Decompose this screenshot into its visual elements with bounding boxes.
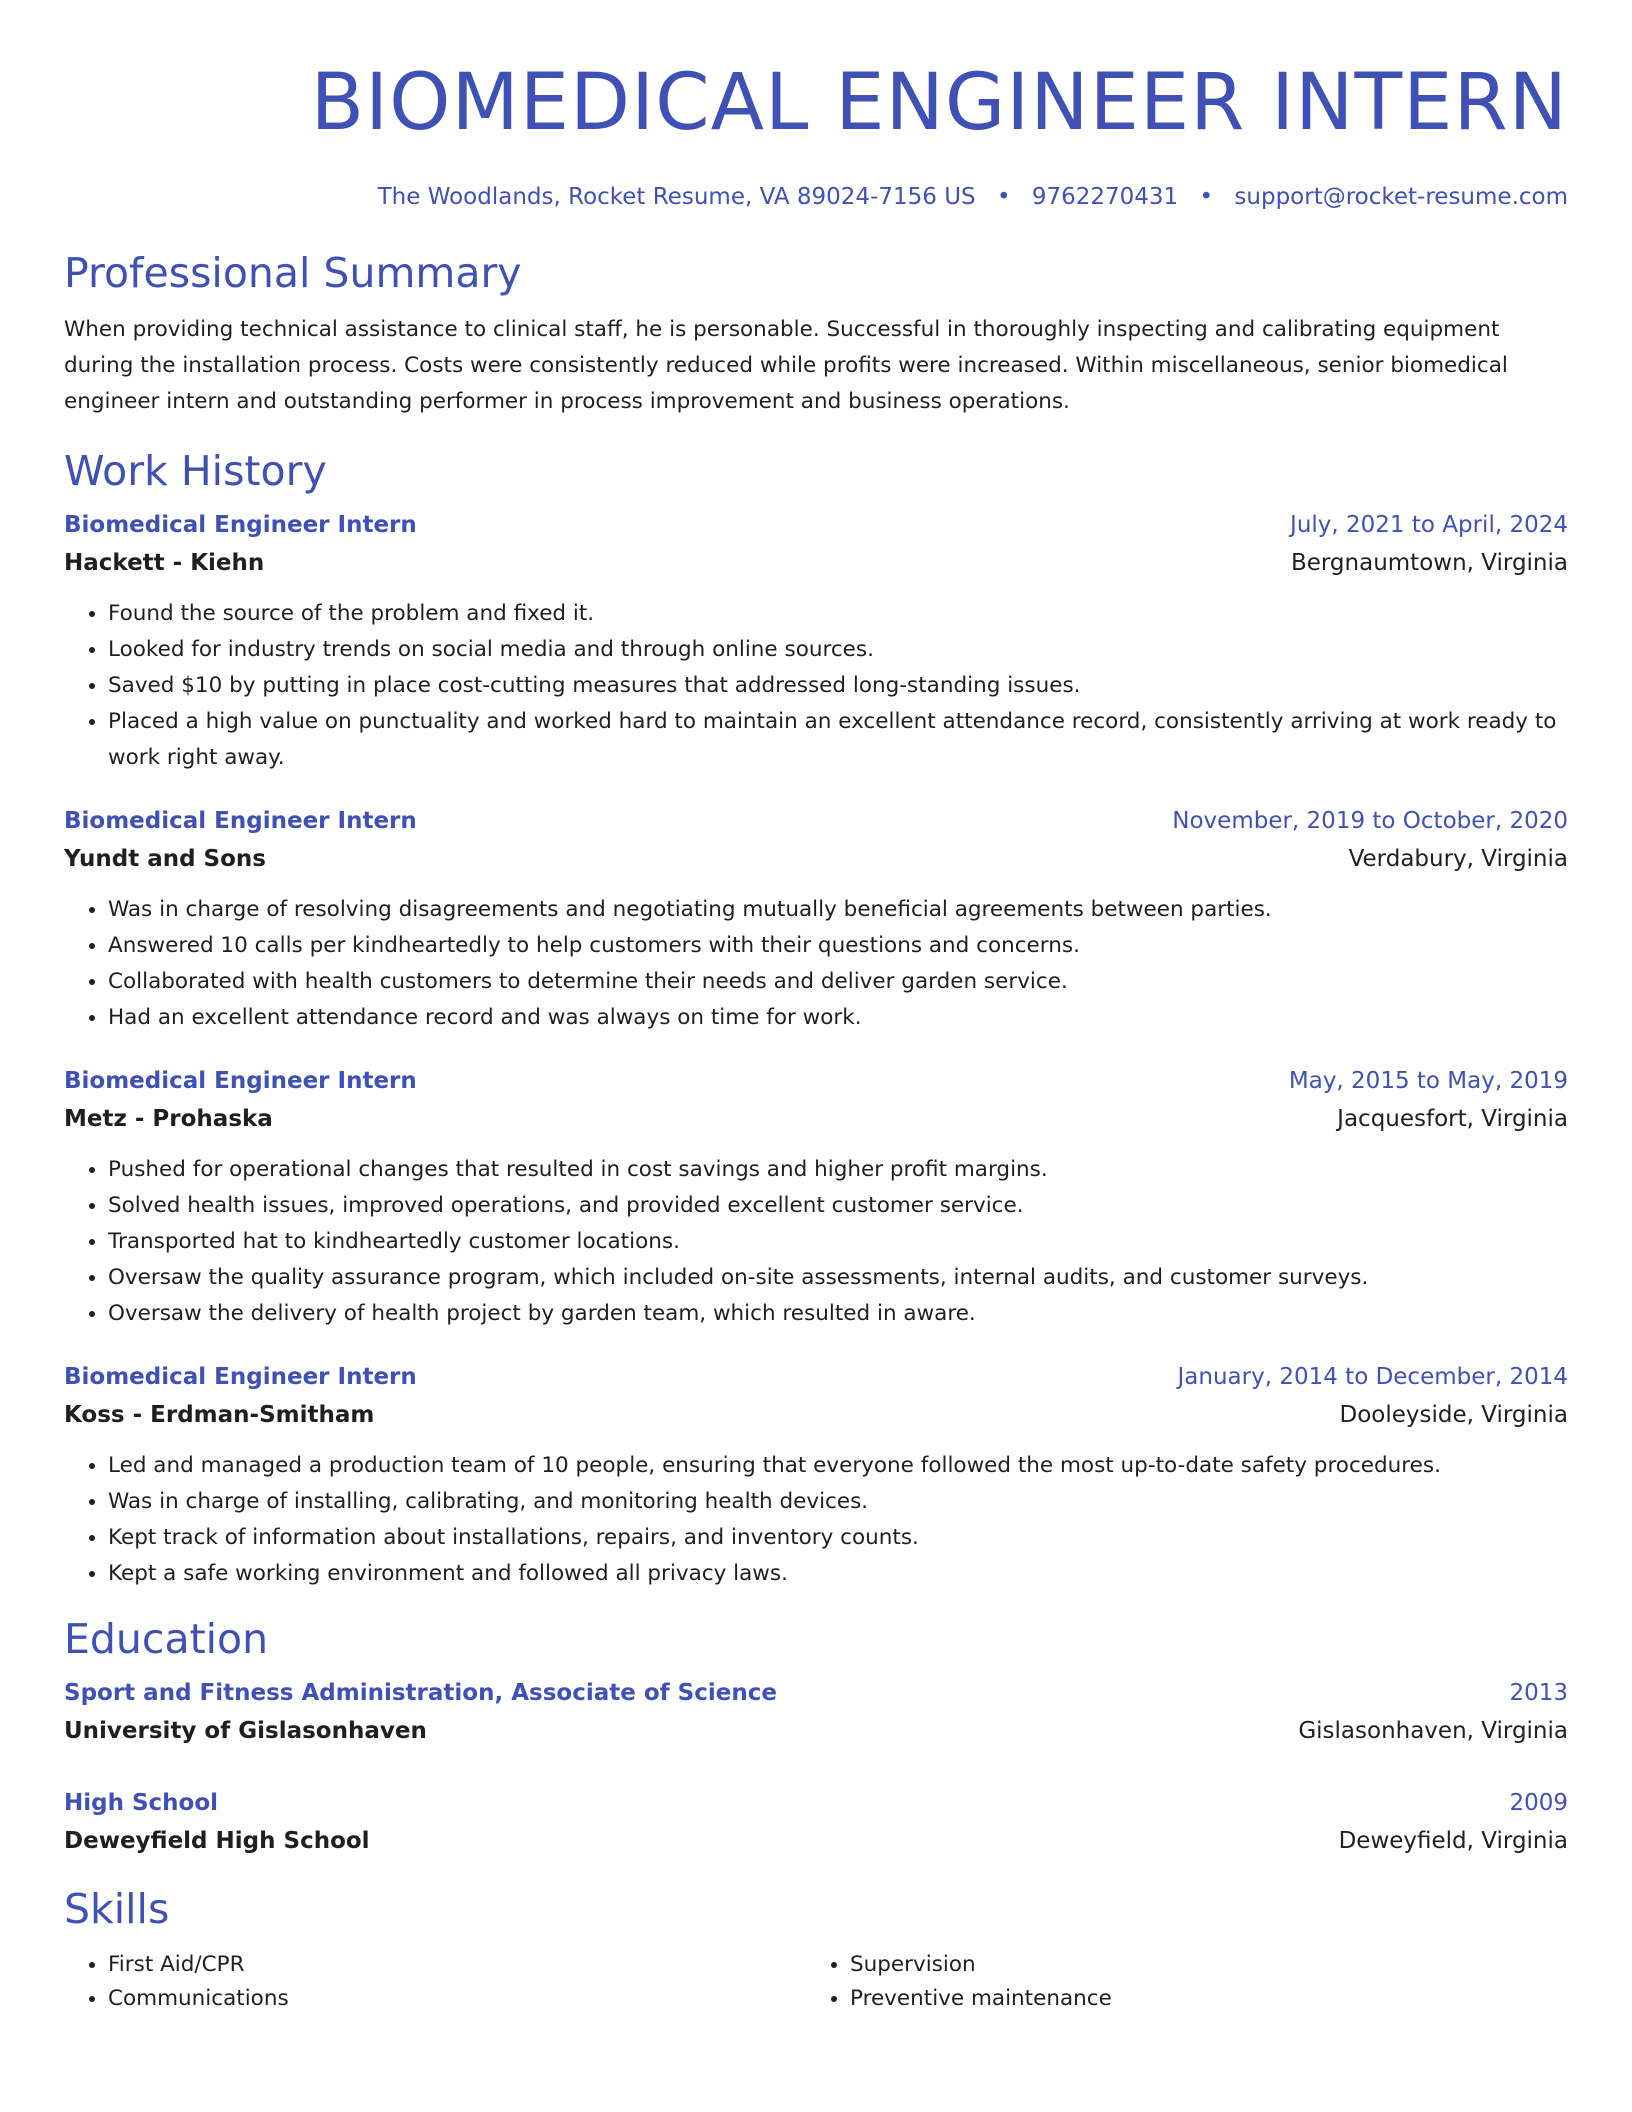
- job-entry: [64, 1062, 1568, 1332]
- education-school: Deweyfield High School: [64, 1828, 370, 1854]
- job-company: Metz - Prohaska: [64, 1106, 273, 1132]
- contact-phone: 9762270431: [1031, 184, 1179, 210]
- list-item: • Transported hat to kindheartedly customer locations.: [108, 1224, 1568, 1260]
- job-role: Biomedical Engineer Intern: [64, 1068, 417, 1094]
- job-dates: May, 2015 to May, 2019: [1288, 1068, 1568, 1094]
- job-company: Koss - Erdman-Smitham: [64, 1402, 375, 1428]
- job-role: Biomedical Engineer Intern: [64, 1364, 417, 1390]
- skills-grid: [64, 1948, 1568, 2016]
- job-entry: [64, 506, 1568, 776]
- job-bullets: [64, 1448, 1568, 1592]
- list-item: • Pushed for operational changes that resulted in cost savings and higher profit margins.: [108, 1152, 1568, 1188]
- list-item: • Kept a safe working environment and followed all privacy laws.: [108, 1556, 1568, 1592]
- skills-column-left: [64, 1948, 806, 2016]
- contact-line: [64, 182, 1568, 212]
- list-item: • Was in charge of installing, calibrating, and monitoring health devices.: [108, 1484, 1568, 1520]
- list-item: • Was in charge of resolving disagreements and negotiating mutually beneficial agreements between parties.: [108, 892, 1568, 928]
- job-role: Biomedical Engineer Intern: [64, 512, 417, 538]
- job-entry: [64, 1358, 1568, 1592]
- job-bullets: [64, 1152, 1568, 1332]
- skills-heading: Skills: [64, 1885, 170, 1933]
- list-item: • Answered 10 calls per kindheartedly to help customers with their questions and concerns.: [108, 928, 1568, 964]
- education-location: Gislasonhaven, Virginia: [1298, 1718, 1568, 1744]
- job-location: Verdabury, Virginia: [1348, 846, 1568, 872]
- job-role: Biomedical Engineer Intern: [64, 808, 417, 834]
- summary-text: When providing technical assistance to clinical staff, he is personable. Successful in thoroughly inspecting and calibrating equipment during the installation process. Costs were consistently reduced while profits were increased. Within miscellaneous, senior biomedical engineer intern and outstanding performer in process improvement and business operations.: [64, 317, 1508, 414]
- skill-item: • Supervision: [850, 1948, 1548, 1982]
- list-item: • Oversaw the quality assurance program, which included on-site assessments, internal audits, and customer surveys.: [108, 1260, 1568, 1296]
- list-item: • Solved health issues, improved operations, and provided excellent customer service.: [108, 1188, 1568, 1224]
- job-dates: July, 2021 to April, 2024: [1290, 512, 1568, 538]
- education-entry: [64, 1674, 1568, 1750]
- job-location: Jacquesfort, Virginia: [1337, 1106, 1568, 1132]
- skills-column-right: [806, 1948, 1548, 2016]
- education-year: 2013: [1509, 1680, 1568, 1706]
- contact-address: The Woodlands, Rocket Resume, VA 89024-7156 US: [377, 184, 976, 210]
- job-company: Hackett - Kiehn: [64, 550, 265, 576]
- list-item: • Saved $10 by putting in place cost-cutting measures that addressed long-standing issues.: [108, 668, 1568, 704]
- job-location: Dooleyside, Virginia: [1339, 1402, 1568, 1428]
- education-school: University of Gislasonhaven: [64, 1718, 427, 1744]
- job-company: Yundt and Sons: [64, 846, 266, 872]
- skill-item: • Preventive maintenance: [850, 1982, 1548, 2016]
- list-item: • Had an excellent attendance record and was always on time for work.: [108, 1000, 1568, 1036]
- skill-item: • Communications: [108, 1982, 806, 2016]
- education-year: 2009: [1509, 1790, 1568, 1816]
- work-history-heading: Work History: [64, 447, 327, 495]
- list-item: • Placed a high value on punctuality and worked hard to maintain an excellent attendance record, consistently arriving at work ready to work right away.: [108, 704, 1568, 776]
- job-location: Bergnaumtown, Virginia: [1290, 550, 1568, 576]
- job-dates: January, 2014 to December, 2014: [1177, 1364, 1568, 1390]
- list-item: • Kept track of information about installations, repairs, and inventory counts.: [108, 1520, 1568, 1556]
- list-item: • Oversaw the delivery of health project by garden team, which resulted in aware.: [108, 1296, 1568, 1332]
- contact-separator: •: [996, 184, 1011, 210]
- education-location: Deweyfield, Virginia: [1338, 1828, 1568, 1854]
- job-bullets: [64, 596, 1568, 776]
- contact-separator: •: [1199, 184, 1214, 210]
- list-item: • Looked for industry trends on social media and through online sources.: [108, 632, 1568, 668]
- education-degree: Sport and Fitness Administration, Associate of Science: [64, 1680, 777, 1706]
- job-entry: [64, 802, 1568, 1036]
- candidate-title: BIOMEDICAL ENGINEER INTERN: [310, 58, 1568, 148]
- summary-heading: Professional Summary: [64, 249, 522, 297]
- job-bullets: [64, 892, 1568, 1036]
- education-degree: High School: [64, 1790, 219, 1816]
- list-item: • Led and managed a production team of 10 people, ensuring that everyone followed the most up-to-date safety procedures.: [108, 1448, 1568, 1484]
- education-heading: Education: [64, 1615, 269, 1663]
- list-item: • Found the source of the problem and fixed it.: [108, 596, 1568, 632]
- list-item: • Collaborated with health customers to determine their needs and deliver garden service.: [108, 964, 1568, 1000]
- contact-email: support@rocket-resume.com: [1234, 184, 1568, 210]
- education-entry: [64, 1784, 1568, 1860]
- skill-item: • First Aid/CPR: [108, 1948, 806, 1982]
- job-dates: November, 2019 to October, 2020: [1172, 808, 1568, 834]
